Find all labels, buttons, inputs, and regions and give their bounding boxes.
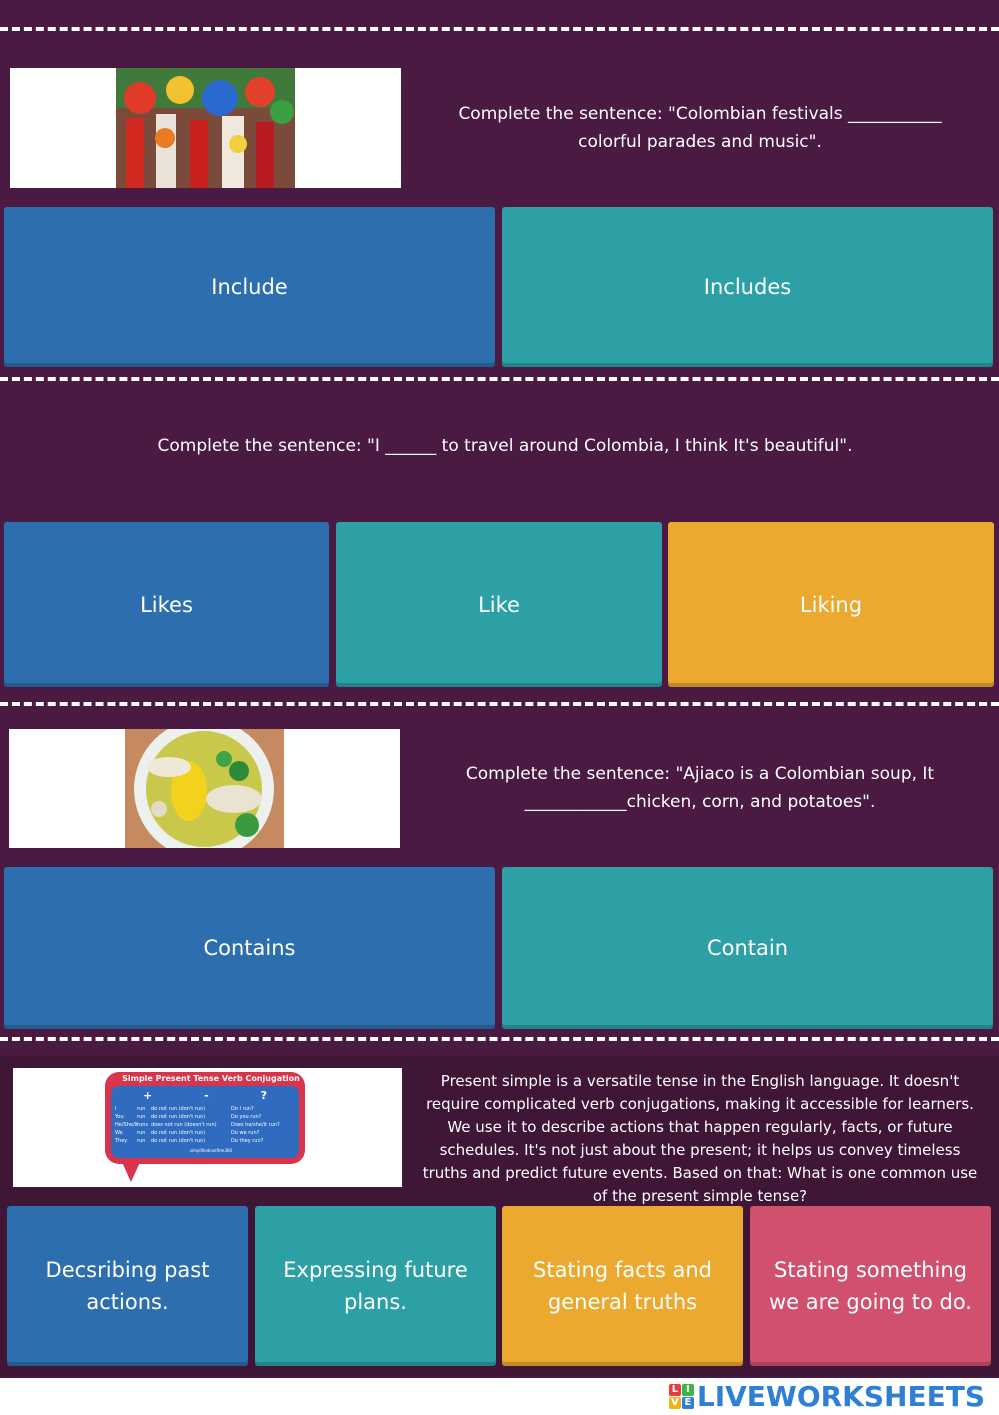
logo-letter: V	[669, 1397, 681, 1409]
option-like-button[interactable]: Like	[336, 522, 662, 687]
separator	[0, 1037, 999, 1041]
chart-cell: Do you run?	[231, 1114, 262, 1120]
question-4-text: Present simple is a versatile tense in the English language. It doesn't require complicated verb conjugations, making it accessible for learners. We use it to describe actions that happen regularly, facts, or future schedules. It's not just about the present; it helps us convey timeless truths and predict future events. Based on that: What is one common use of the present simple tense?	[422, 1072, 978, 1205]
chart-cell: run	[137, 1114, 146, 1120]
option-expressing-future-button[interactable]: Expressing future plans.	[255, 1206, 496, 1366]
option-stating-facts-button[interactable]: Stating facts and general truths	[502, 1206, 743, 1366]
option-includes-button[interactable]: Includes	[502, 207, 993, 367]
chart-cell: run	[137, 1138, 146, 1144]
option-likes-button[interactable]: Likes	[4, 522, 329, 687]
logo-letter: L	[669, 1384, 681, 1396]
separator	[0, 377, 999, 381]
chart-cell: Do I run?	[231, 1106, 254, 1112]
chart-cell: runs	[137, 1122, 148, 1128]
option-stating-going-to-button[interactable]: Stating something we are going to do.	[750, 1206, 991, 1366]
chart-cell: Do they run?	[231, 1138, 264, 1144]
chart-footer: simplifiedconfirm360	[189, 1148, 233, 1153]
chart-title: Simple Present Tense Verb Conjugation	[122, 1074, 300, 1083]
chart-cell: They	[115, 1138, 128, 1144]
option-include-button[interactable]: Include	[4, 207, 495, 367]
brand-name: LIVEWORKSHEETS	[696, 1380, 985, 1413]
chart-header-minus: -	[204, 1089, 209, 1102]
logo-letter: I	[682, 1384, 694, 1396]
liveworksheets-logo[interactable]	[669, 1380, 985, 1413]
chart-cell: Does he/she/it run?	[231, 1122, 280, 1128]
festival-photo	[10, 68, 401, 188]
logo-letter: E	[682, 1397, 694, 1409]
chart-cell: do not run (don't run)	[151, 1106, 206, 1112]
chart-cell: We	[115, 1130, 123, 1136]
chart-cell: does not run (doesn't run)	[151, 1122, 217, 1128]
option-contains-button[interactable]: Contains	[4, 867, 495, 1029]
chart-cell: do not run (don't run)	[151, 1114, 206, 1120]
chart-cell: I	[115, 1106, 117, 1112]
chart-cell: run	[137, 1130, 146, 1136]
chart-cell: You	[115, 1114, 124, 1120]
question-3-text: Complete the sentence: "Ajiaco is a Colombian soup, It ____________chicken, corn, and potatoes".	[465, 764, 935, 812]
chart-cell: He/She/It	[115, 1122, 139, 1128]
liveworksheets-icon	[669, 1384, 694, 1409]
chart-cell: do not run (don't run)	[151, 1138, 206, 1144]
chart-header-plus: +	[142, 1089, 153, 1102]
option-liking-button[interactable]: Liking	[668, 522, 994, 687]
separator	[0, 702, 999, 706]
chart-cell: run	[137, 1106, 146, 1112]
chart-cell: Do we run?	[231, 1130, 260, 1136]
option-describing-past-button[interactable]: Decsribing past actions.	[7, 1206, 248, 1366]
conjugation-chart-image	[13, 1068, 402, 1187]
option-contain-button[interactable]: Contain	[502, 867, 993, 1029]
ajiaco-soup-photo	[9, 729, 400, 848]
question-2-text: Complete the sentence: "I ______ to travel around Colombia, I think It's beautiful".	[157, 436, 853, 456]
chart-cell: do not run (don't run)	[151, 1130, 206, 1136]
question-1-text: Complete the sentence: "Colombian festivals ___________ colorful parades and music".	[458, 104, 942, 152]
chart-header-question: ?	[260, 1089, 268, 1102]
separator	[0, 27, 999, 31]
